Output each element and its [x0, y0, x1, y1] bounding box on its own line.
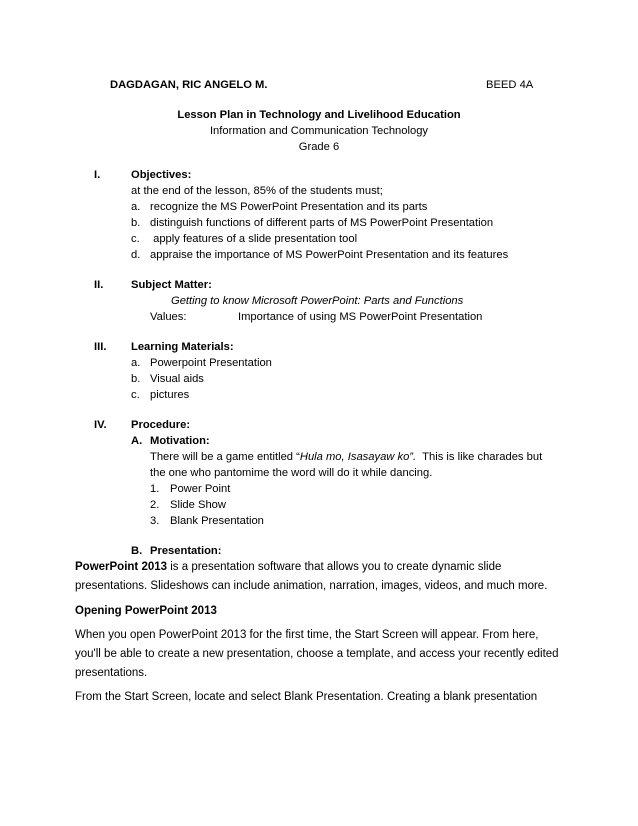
objective-letter: b. — [131, 217, 141, 229]
objectives-intro: at the end of the lesson, 85% of the students must; — [131, 185, 383, 197]
game-title: Hula mo, Isasayaw ko”. — [299, 451, 417, 463]
material-text: Powerpoint Presentation — [150, 357, 272, 369]
student-section: BEED 4A — [486, 79, 534, 91]
opening-heading: Opening PowerPoint 2013 — [75, 605, 217, 617]
subject-topic: Getting to know Microsoft PowerPoint: Parts and Functions — [171, 295, 464, 307]
paragraph-opening-line-2: you'll be able to create a new presentation, choose a template, and access your recently edited — [75, 648, 559, 660]
subject-matter-heading: Subject Matter: — [131, 279, 212, 291]
presentation-letter: B. — [131, 545, 143, 557]
motivation-text-end: This is like charades but — [416, 451, 543, 463]
objectives-numeral: I. — [94, 169, 101, 181]
motivation-line-2: the one who pantomime the word will do it while dancing. — [150, 467, 433, 479]
values-label: Values: — [150, 311, 187, 323]
subject-matter-numeral: II. — [94, 279, 104, 291]
objective-text: apply features of a slide presentation tool — [150, 233, 358, 245]
objectives-heading: Objectives: — [131, 169, 192, 181]
objective-letter: c. — [131, 233, 140, 245]
intro-text: is a presentation software that allows you to create dynamic slide — [167, 561, 502, 573]
motivation-item-number: 2. — [150, 499, 160, 511]
material-letter: c. — [131, 389, 140, 401]
software-name: PowerPoint 2013 — [75, 561, 168, 573]
material-letter: a. — [131, 357, 141, 369]
paragraph-start-screen: From the Start Screen, locate and select Blank Presentation. Creating a blank presentation — [75, 691, 538, 703]
procedure-numeral: IV. — [94, 419, 107, 431]
paragraph-opening-line-1: When you open PowerPoint 2013 for the first time, the Start Screen will appear. From here, — [75, 629, 539, 641]
objective-text: distinguish functions of different parts of MS PowerPoint Presentation — [150, 217, 494, 229]
objective-text: appraise the importance of MS PowerPoint Presentation and its features — [150, 249, 509, 261]
paragraph-intro-line-1 — [75, 562, 501, 574]
objective-text: recognize the MS PowerPoint Presentation and its parts — [150, 201, 428, 213]
presentation-heading: Presentation: — [150, 545, 222, 557]
lesson-grade: Grade 6 — [298, 141, 340, 153]
motivation-line-1 — [150, 452, 542, 463]
motivation-item-text: Power Point — [170, 483, 231, 495]
motivation-letter: A. — [131, 435, 143, 447]
motivation-text-start: There will be a game entitled “ — [150, 451, 300, 463]
material-letter: b. — [131, 373, 141, 385]
objective-letter: d. — [131, 249, 141, 261]
motivation-item-number: 1. — [150, 483, 160, 495]
material-text: pictures — [150, 389, 190, 401]
motivation-item-text: Blank Presentation — [170, 515, 264, 527]
motivation-item-number: 3. — [150, 515, 160, 527]
objective-letter: a. — [131, 201, 141, 213]
paragraph-intro-line-2: presentations. Slideshows can include animation, narration, images, videos, and much more. — [75, 580, 548, 592]
motivation-item-text: Slide Show — [170, 499, 226, 511]
learning-materials-numeral: III. — [94, 341, 107, 353]
motivation-heading: Motivation: — [150, 435, 210, 447]
lesson-subject: Information and Communication Technology — [209, 125, 429, 137]
learning-materials-heading: Learning Materials: — [131, 341, 234, 353]
lesson-title: Lesson Plan in Technology and Livelihood Education — [177, 109, 461, 121]
procedure-heading: Procedure: — [131, 419, 191, 431]
paragraph-opening-line-3: presentations. — [75, 667, 148, 679]
values-text: Importance of using MS PowerPoint Presentation — [238, 311, 483, 323]
student-name: DAGDAGAN, RIC ANGELO M. — [110, 79, 268, 91]
material-text: Visual aids — [150, 373, 204, 385]
